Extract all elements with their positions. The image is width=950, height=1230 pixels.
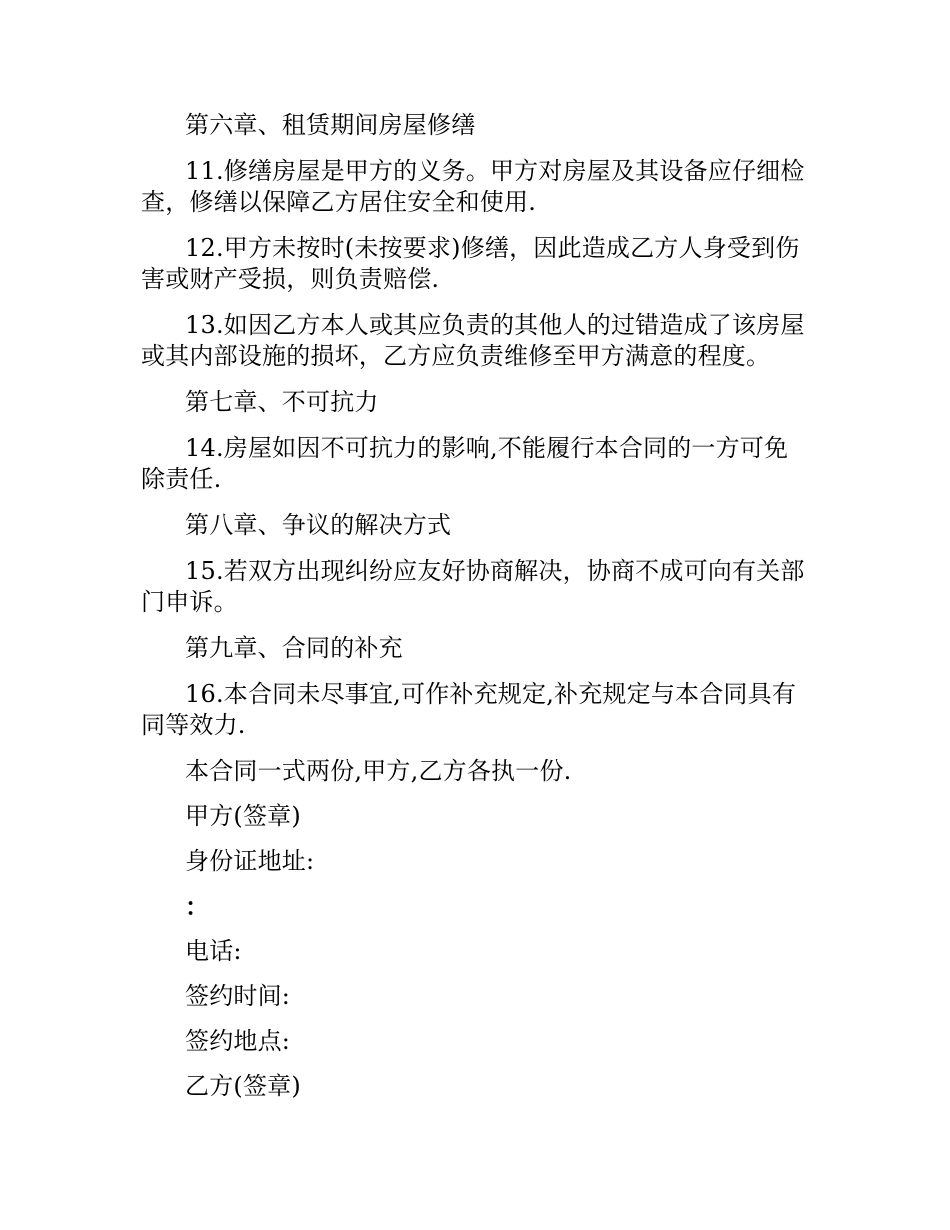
- chapter-9-title: 第九章、合同的补充: [185, 634, 403, 662]
- party-a-signature-label: 甲方(签章): [185, 802, 301, 830]
- signing-place-label: 签约地点:: [185, 1027, 291, 1055]
- clause-14: 14.房屋如因不可抗力的影响,不能履行本合同的一方可免除责任.: [141, 434, 789, 493]
- clause-15: 15.若双方出现纠纷应友好协商解决，协商不成可向有关部门申诉。: [141, 557, 805, 616]
- colon-line: ：: [185, 892, 210, 921]
- party-b-signature-label: 乙方(签章): [185, 1072, 301, 1100]
- phone-label: 电话:: [185, 937, 242, 965]
- copies-statement: 本合同一式两份,甲方,乙方各执一份.: [185, 757, 572, 785]
- clause-13: 13.如因乙方本人或其应负责的其他人的过错造成了该房屋或其内部设施的损坏，乙方应负责维修至甲方满意的程度。: [141, 311, 805, 370]
- clause-12: 12.甲方未按时(未按要求)修缮，因此造成乙方人身受到伤害或财产受损，则负责赔偿.: [141, 234, 800, 293]
- chapter-6-title: 第六章、租赁期间房屋修缮: [185, 111, 476, 139]
- clause-16: 16.本合同未尽事宜,可作补充规定,补充规定与本合同具有同等效力.: [141, 680, 797, 739]
- id-address-label: 身份证地址:: [185, 847, 315, 875]
- clause-11: 11.修缮房屋是甲方的义务。甲方对房屋及其设备应仔细检查，修缮以保障乙方居住安全和使用.: [141, 157, 805, 216]
- chapter-7-title: 第七章、不可抗力: [185, 388, 379, 416]
- chapter-8-title: 第八章、争议的解决方式: [185, 511, 452, 539]
- contract-body: [141, 110, 809, 1116]
- signing-time-label: 签约时间:: [185, 982, 291, 1010]
